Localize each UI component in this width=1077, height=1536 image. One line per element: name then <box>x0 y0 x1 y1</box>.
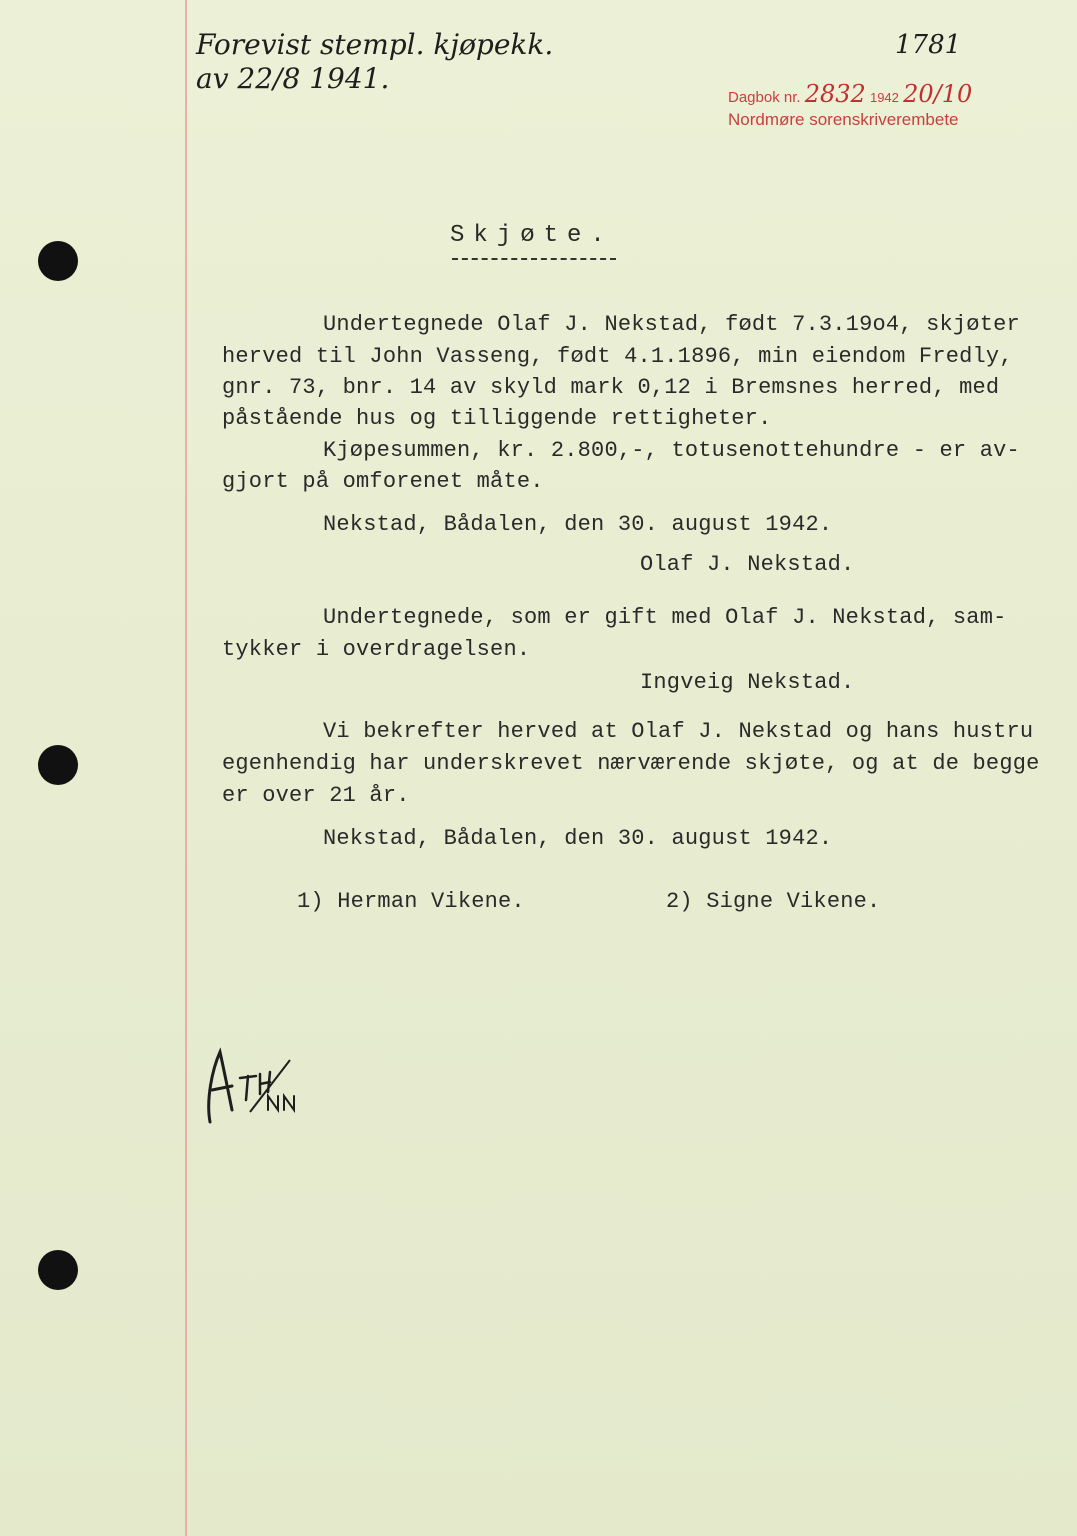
stamp-office: Nordmøre sorenskriverembete <box>728 110 959 129</box>
text-line: påstående hus og tilliggende rettigheter. <box>222 406 772 431</box>
punch-hole <box>38 241 78 281</box>
handwritten-note-line1: Forevist stempl. kjøpekk. <box>196 28 554 61</box>
stamp-prefix: Dagbok nr. <box>728 89 801 106</box>
document-title: Skjøte. <box>450 222 614 249</box>
stamp-date: 20/10 <box>903 80 973 108</box>
place-date-line: Nekstad, Bådalen, den 30. august 1942. <box>323 826 833 851</box>
text-line: egenhendig har underskrevet nærværende skjøte, og at de begge <box>222 751 1040 776</box>
title-underline <box>452 258 616 260</box>
handwritten-note-line2: av 22/8 1941. <box>196 62 390 95</box>
text-line: herved til John Vasseng, født 4.1.1896, min eiendom Fredly, <box>222 344 1013 369</box>
signature-spouse: Ingveig Nekstad. <box>640 670 855 695</box>
signature-seller: Olaf J. Nekstad. <box>640 552 855 577</box>
text-line: gnr. 73, bnr. 14 av skyld mark 0,12 i Bremsnes herred, med <box>222 375 1000 400</box>
text-line: er over 21 år. <box>222 783 410 808</box>
witness-2: 2) Signe Vikene. <box>666 889 881 914</box>
punch-hole <box>38 1250 78 1290</box>
text-line: Kjøpesummen, kr. 2.800,-, totusenottehundre - er av- <box>323 438 1020 463</box>
text-line: Undertegnede, som er gift med Olaf J. Nekstad, sam- <box>323 605 1007 630</box>
handwritten-initials <box>198 1030 318 1130</box>
text-line: Undertegnede Olaf J. Nekstad, født 7.3.19o4, skjøter <box>323 312 1020 337</box>
text-line: tykker i overdragelsen. <box>222 637 531 662</box>
punch-hole <box>38 745 78 785</box>
text-line: gjort på omforenet måte. <box>222 469 544 494</box>
text-line: Vi bekrefter herved at Olaf J. Nekstad og hans hustru <box>323 719 1034 744</box>
stamp-year: 1942 <box>869 90 899 105</box>
page-number: 1781 <box>895 30 962 60</box>
registry-stamp <box>728 80 972 108</box>
stamp-entry-number: 2832 <box>804 80 866 108</box>
margin-rule <box>185 0 187 1536</box>
place-date-line: Nekstad, Bådalen, den 30. august 1942. <box>323 512 833 537</box>
witness-1: 1) Herman Vikene. <box>297 889 525 914</box>
